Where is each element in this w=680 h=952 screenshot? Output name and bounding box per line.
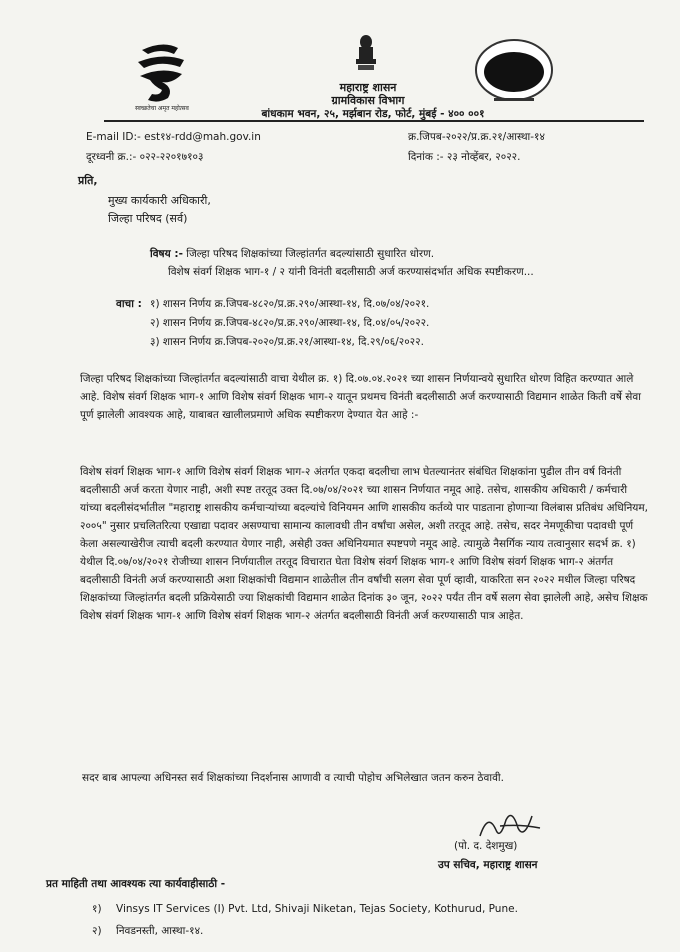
reference-item: १) शासन निर्णय क्र.जिपब-४८२०/प्र.क्र.२९०/आस्था-१४, दि.०७/०४/२०२१. [150, 298, 430, 310]
reference-item: २) शासन निर्णय क्र.जिपब-४८२०/प्र.क्र.२९०/आस्था-१४, दि.०४/०५/२०२२. [150, 317, 430, 329]
addressee-line1: मुख्य कार्यकारी अधिकारी, [108, 194, 211, 207]
copy-to-item [92, 924, 203, 938]
reference-item: ३) शासन निर्णय क्र.जिपब-२०२०/प्र.क्र.२१/आस्था-१४, दि.२९/०६/२०२२. [150, 336, 424, 348]
copy-item-number: २) [92, 925, 102, 937]
subject-block [150, 245, 534, 281]
signatory-designation: उप सचिव, महाराष्ट्र शासन [438, 859, 538, 871]
office-address: बांधकाम भवन, २५, मर्झबान रोड, फोर्ट, मुंबई - ४०० ००१ [261, 108, 485, 120]
phone-line: दूरध्वनी क्र.:- ०२२-२२०१७१०३ [86, 151, 204, 163]
amrit-mahotsav-logo-icon [474, 38, 554, 112]
email-line: E-mail ID:- est१४-rdd@mah.gov.in [86, 131, 261, 143]
swachhata-logo-icon [128, 40, 198, 112]
copy-item-text: Vinsys IT Services (I) Pvt. Ltd, Shivaji Niketan, Tejas Society, Kothurud, Pune. [116, 903, 518, 915]
references-label: वाचा : [116, 298, 142, 310]
department-name: ग्रामविकास विभाग [331, 94, 405, 107]
body-paragraph-2: विशेष संवर्ग शिक्षक भाग-१ आणि विशेष संवर्ग शिक्षक भाग-२ अंतर्गत एकदा बदलीचा लाभ घेतल्यानंतर संबंधित शिक्षकांना पुढील तीन वर्ष विनंती बदलीसाठी अर्ज करता येणार नाही, अशी स्पष्ट तरतूद उक्त दि.०७/०४/२०२१ च्या शासन निर्णयात नमूद आहे. तसेच, शासकीय अधिकारी / कर्मचारी यांच्या बदलीसंदर्भातील "महाराष्ट्र शासकीय कर्मचाऱ्यांच्या बदल्यांचे विनियमन आणि शासकीय कर्तव्ये पार पाडताना होणाऱ्या विलंबास प्रतिबंध अधिनियम, २००५" नुसार प्रचलितरित्या एखाद्या पदावर असण्याचा सामान्य कालावधी तीन वर्षांचा असेल, अशी तरतूद आहे. तसेच, सदर नेमणूकीचा पदावधी पूर्ण केला असल्याखेरीज त्याची बदली करण्यात येणार नाही, असेही उक्त अधिनियमात स्पष्टपणे नमूद आहे. त्यामुळे नैसर्गिक न्याय तत्वानुसार सदर्भ क्र. १) येथील दि.०७/०४/२०२१ रोजीच्या शासन निर्णयातील तरतूद विचारात घेता विशेष संवर्ग शिक्षक भाग-१ आणि विशेष संवर्ग शिक्षक भाग-२ अंतर्गत बदलीसाठी विनंती अर्ज करण्यासाठी अशा शिक्षकांची विद्यमान शाळेतील तीन वर्षांची सलग सेवा पूर्ण व्हावी, याकरिता सन २०२२ मधील जिल्हा परिषद शिक्षकांच्या जिल्हांतर्गत बदली प्रक्रियेसाठी ज्या शिक्षकांची विद्यमान शाळेत दिनांक ३० जून, २०२२ पर्यंत तीन वर्षे सलग सेवा झालेली आहे, असेच शिक्षक विशेष संवर्ग शिक्षक भाग-१ आणि विशेष संवर्ग शिक्षक भाग-२ अंतर्गत बदलीसाठी विनंती अर्ज करण्यासाठी पात्र आहेत. [80, 466, 648, 622]
right-logo-number: 75 [507, 52, 521, 63]
body-paragraph-1: जिल्हा परिषद शिक्षकांच्या जिल्हांतर्गत बदल्यांसाठी वाचा येथील क्र. १) दि.०७.०४.२०२१ च्या शासन निर्णयान्वये सुधारित धोरण विहित करण्यात आले आहे. विशेष संवर्ग शिक्षक भाग-१ आणि विशेष संवर्ग शिक्षक भाग-२ यातून प्रथमच विनंती बदलीसाठी अर्ज करण्यासाठी विद्यमान शाळेत किती वर्षे सेवा पूर्ण झालेली आवश्यक आहे, याबाबत खालीलप्रमाणे अधिक स्पष्टीकरण देण्यात येत आहे :- [80, 373, 641, 421]
org-name: महाराष्ट्र शासन [339, 81, 397, 94]
copy-item-text: निवडनस्ती, आस्था-१४. [116, 925, 204, 937]
body-paragraph-3: सदर बाब आपल्या अधिनस्त सर्व शिक्षकांच्या निदर्शनास आणावी व त्याची पोहोच अभिलेखात जतन करुन ठेवावी. [82, 772, 504, 784]
copy-to-item [92, 902, 518, 916]
subject-line1: जिल्हा परिषद शिक्षकांच्या जिल्हांतर्गत बदल्यांसाठी सुधारित धोरण. [186, 248, 435, 260]
subject-label: विषय :- [150, 248, 183, 260]
letter-date: दिनांक :- २३ नोव्हेंबर, २०२२. [408, 151, 521, 163]
copy-item-number: १) [92, 903, 102, 915]
signatory-name: (पो. द. देशमुख) [454, 840, 518, 852]
header-divider [104, 120, 644, 122]
subject-line2: विशेष संवर्ग शिक्षक भाग-१ / २ यांनी विनंती बदलीसाठी अर्ज करण्यासंदर्भात अधिक स्पष्टीकरण... [168, 266, 534, 278]
copy-to-title: प्रत माहिती तथा आवश्यक त्या कार्यवाहीसाठी - [46, 878, 226, 890]
left-logo-caption: स्वच्छतेचा अमृत महोत्सव [135, 105, 189, 112]
addressee-line2: जिल्हा परिषद (सर्व) [108, 212, 188, 225]
reference-number: क्र.जिपब-२०२२/प्र.क्र.२१/आस्था-१४ [408, 131, 545, 143]
prati-label: प्रति, [78, 174, 98, 187]
state-emblem-icon [350, 34, 382, 72]
